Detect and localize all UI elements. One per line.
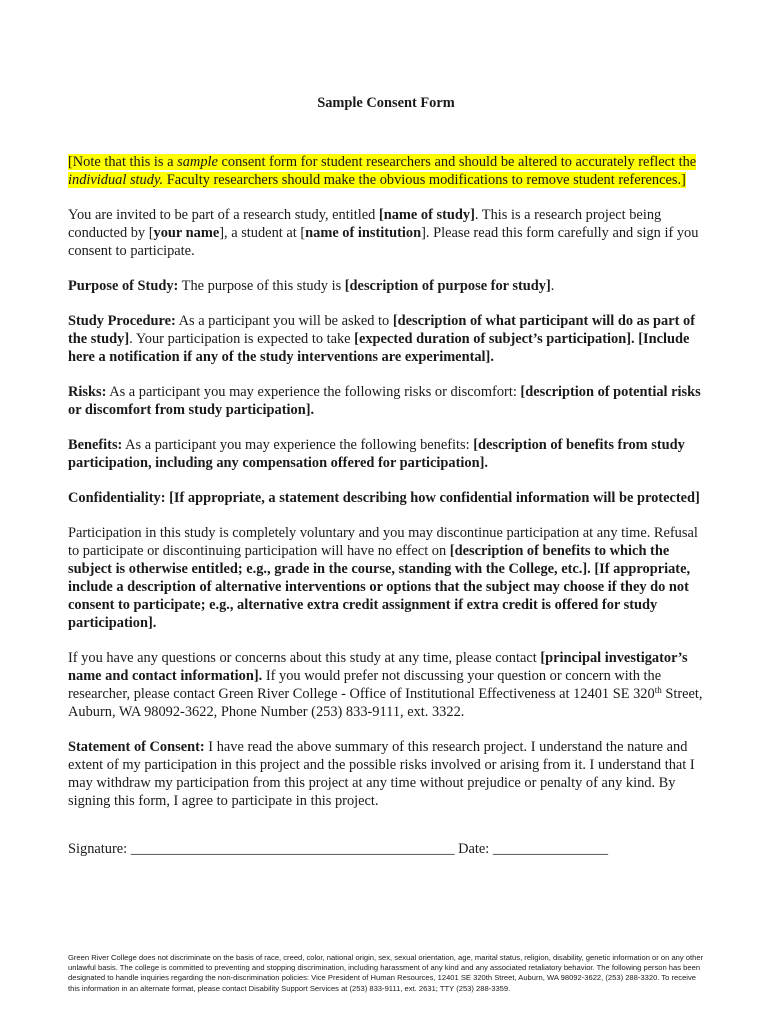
confidentiality-paragraph bbox=[68, 489, 704, 507]
note-text: [Note that this is a bbox=[68, 154, 178, 170]
risks-label: Risks: bbox=[68, 384, 107, 400]
participation-text: Participation in this study is completely voluntary and you may discontinue participation at any time. Refusal to participate or discontinuing participation will have no effect on bbox=[68, 525, 698, 559]
statement-paragraph bbox=[68, 738, 704, 810]
purpose-placeholder: [description of purpose for study] bbox=[344, 278, 551, 294]
note-emphasis-sample: sample bbox=[177, 154, 218, 170]
highlighted-note bbox=[68, 154, 696, 188]
risks-placeholder: [description of potential risks or discomfort from study participation]. bbox=[68, 384, 701, 418]
page-title: Sample Consent Form bbox=[317, 95, 455, 111]
intro-paragraph bbox=[68, 206, 704, 260]
contact-paragraph bbox=[68, 649, 704, 721]
participation-paragraph bbox=[68, 524, 704, 632]
participation-placeholder: [description of benefits to which the subject is otherwise entitled; e.g., grade in the course, standing with the College, etc.]. [If appropriate, include a description of alternative interventions or options that the subject may choose if they do not consent to participate; e.g., alternative extra credit assignment if extra credit is offered for study participation]. bbox=[68, 543, 691, 631]
duration-placeholder: [expected duration of subject’s participation]. [Include here a notification if any of the study interventions are experimental]. bbox=[68, 331, 690, 365]
note-text: consent form for student researchers and should be altered to accurately reflect the bbox=[217, 154, 697, 170]
signature-line: Signature: _____________________________________________ Date: ________________ bbox=[68, 841, 609, 857]
non-discrimination-footer: Green River College does not discriminate on the basis of race, creed, color, national origin, sex, sexual orientation, age, marital status, religion, disability, genetic information or on any other unlawful basis. The college is committed to preventing and stopping discrimination, including harassment of any kind and any associated retaliatory behavior. The following person has been designated to handle inquiries regarding the non-discrimination policies: Vice President of Human Resources, 12401 SE 320th Street, Auburn, WA 98092-3622, (253) 288-3320. To receive this information in an alternate format, please contact Disability Support Services at (253) 833-9111, ext. 2631; TTY (253) 288-3359. bbox=[68, 953, 704, 993]
purpose-text: The purpose of this study is bbox=[178, 278, 345, 294]
procedure-label: Study Procedure: bbox=[68, 313, 176, 329]
investigator-contact-placeholder: [principal investigator’s name and contact information]. bbox=[68, 650, 688, 684]
procedure-text: . Your participation is expected to take bbox=[129, 331, 355, 347]
intro-text: ]. Please read this form carefully and sign if you consent to participate. bbox=[68, 225, 699, 259]
note-emphasis-individual-study: individual study. bbox=[68, 172, 164, 188]
purpose-label: Purpose of Study: bbox=[68, 278, 179, 294]
contact-text: Street, Auburn, WA 98092-3622, Phone Number (253) 833-9111, ext. 3322. bbox=[68, 686, 703, 720]
benefits-text: As a participant you may experience the following benefits: bbox=[122, 437, 474, 453]
procedure-placeholder: [description of what participant will do as part of the study] bbox=[68, 313, 696, 347]
document-body bbox=[68, 94, 704, 875]
ordinal-suffix: th bbox=[654, 685, 662, 695]
confidentiality-heading: Confidentiality: [If appropriate, a statement describing how confidential information will be protected] bbox=[68, 490, 700, 506]
benefits-paragraph bbox=[68, 436, 704, 472]
risks-text: As a participant you may experience the following risks or discomfort: bbox=[106, 384, 521, 400]
name-of-study-placeholder: [name of study] bbox=[378, 207, 475, 223]
benefits-placeholder: [description of benefits from study participation, including any compensation offered for participation]. bbox=[68, 437, 685, 471]
statement-label: Statement of Consent: bbox=[68, 739, 205, 755]
contact-text: If you would prefer not discussing your question or concern with the researcher, please contact Green River College - Office of Institutional Effectiveness at 12401 SE 320 bbox=[68, 668, 662, 702]
note-text: Faculty researchers should make the obvious modifications to remove student references.] bbox=[163, 172, 686, 188]
procedure-text: As a participant you will be asked to bbox=[175, 313, 393, 329]
institution-placeholder: name of institution bbox=[305, 225, 422, 241]
contact-text: If you have any questions or concerns about this study at any time, please contact bbox=[68, 650, 541, 666]
intro-text: You are invited to be part of a research study, entitled bbox=[68, 207, 379, 223]
purpose-text: . bbox=[550, 278, 555, 294]
intro-text: ], a student at [ bbox=[219, 225, 306, 241]
intro-text: . This is a research project being conducted by [ bbox=[68, 207, 662, 241]
benefits-label: Benefits: bbox=[68, 437, 123, 453]
statement-text: I have read the above summary of this research project. I understand the nature and extent of my participation in this project and the possible risks involved or arising from it. I understand that I may withdraw my participation from this project at any time without prejudice or penalty of any kind. By signing this form, I agree to participate in this project. bbox=[68, 739, 695, 809]
your-name-placeholder: your name bbox=[153, 225, 220, 241]
risks-paragraph bbox=[68, 383, 704, 419]
purpose-paragraph bbox=[68, 277, 704, 295]
procedure-paragraph bbox=[68, 312, 704, 366]
note-paragraph bbox=[68, 153, 704, 189]
